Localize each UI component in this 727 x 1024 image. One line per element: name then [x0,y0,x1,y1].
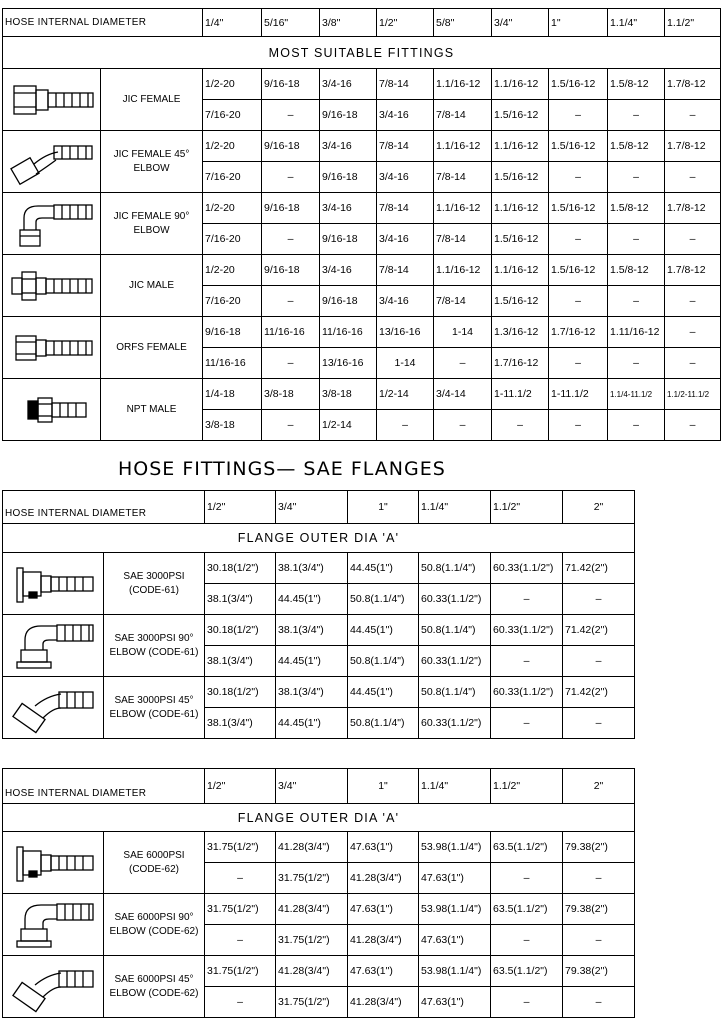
cell: – [491,584,563,615]
table-row [3,615,635,646]
cell: 44.45(1") [348,615,419,646]
cell: – [665,317,721,348]
size-cell: 3/4" [492,9,549,37]
cell: 38.1(3/4") [276,615,348,646]
sae-6000-45-elbow-icon [3,956,104,1018]
header-label: HOSE INTERNAL DIAMETER [3,769,205,804]
sae-3000-90-elbow-icon [3,615,104,677]
cell: 31.75(1/2") [276,925,348,956]
cell: 13/16-16 [377,317,434,348]
cell: 3/8-18 [203,410,262,441]
size-cell: 1/2" [377,9,434,37]
cell: 1/4-18 [203,379,262,410]
cell: 7/16-20 [203,286,262,317]
cell: 53.98(1.1/4") [419,956,491,987]
cell: – [491,646,563,677]
cell: – [262,410,320,441]
cell: 1.11/16-12 [608,317,665,348]
cell: – [262,162,320,193]
size-cell: 1/4" [203,9,262,37]
cell: 44.45(1") [348,677,419,708]
sae-6000-flange-icon [3,832,104,894]
cell: 9/16-18 [320,100,377,131]
cell: 9/16-18 [320,286,377,317]
cell: – [665,100,721,131]
fittings-table [2,8,721,441]
table-row [3,956,635,987]
cell: – [608,348,665,379]
sae-6000-table [2,768,635,1018]
cell: 30.18(1/2") [205,677,276,708]
cell: – [563,646,635,677]
cell: 50.8(1.1/4") [348,584,419,615]
cell: – [563,987,635,1018]
cell: – [492,410,549,441]
cell: 13/16-16 [320,348,377,379]
fitting-label: SAE 3000PSI (CODE-61) [104,553,205,615]
cell: 1/2-14 [320,410,377,441]
cell: 7/16-20 [203,224,262,255]
cell: 1.7/16-12 [492,348,549,379]
cell: – [549,348,608,379]
cell: 9/16-18 [320,224,377,255]
cell: 1.5/16-12 [492,286,549,317]
cell: 30.18(1/2") [205,553,276,584]
cell: 3/4-16 [320,255,377,286]
cell: 1.5/8-12 [608,255,665,286]
cell: 1.5/8-12 [608,131,665,162]
cell: 31.75(1/2") [205,832,276,863]
cell: – [608,224,665,255]
table-row [3,131,721,162]
jic-female-90-elbow-icon [3,193,101,255]
cell: 71.42(2") [563,553,635,584]
cell: 41.28(3/4") [276,956,348,987]
fitting-label: SAE 6000PSI 45° ELBOW (CODE-62) [104,956,205,1018]
fitting-label: SAE 6000PSI 90° ELBOW (CODE-62) [104,894,205,956]
size-cell: 3/8" [320,9,377,37]
section-title: FLANGE OUTER DIA 'A' [3,524,635,553]
cell: 1/2-20 [203,193,262,224]
cell: – [434,348,492,379]
cell: 9/16-18 [203,317,262,348]
cell: 41.28(3/4") [348,987,419,1018]
cell: 1/2-20 [203,69,262,100]
cell: – [563,863,635,894]
cell: 47.63(1") [348,894,419,925]
table-row [3,553,635,584]
cell: – [434,410,492,441]
sae-3000-flange-icon [3,553,104,615]
cell: 1.1/4-11.1/2 [608,379,665,410]
cell: 7/8-14 [377,193,434,224]
cell: 9/16-18 [262,69,320,100]
fitting-label: NPT MALE [101,379,203,441]
size-cell: 3/4" [276,491,348,524]
table-row [3,832,635,863]
sae-3000-45-elbow-icon [3,677,104,739]
header-label: HOSE INTERNAL DIAMETER [3,9,203,37]
cell: 1/2-20 [203,255,262,286]
header-label: HOSE INTERNAL DIAMETER [3,491,205,524]
cell: – [205,925,276,956]
cell: 1.1/16-12 [492,255,549,286]
cell: 1.7/8-12 [665,255,721,286]
cell: 1-11.1/2 [549,379,608,410]
cell: 1.1/2-11.1/2 [665,379,721,410]
size-cell: 5/8" [434,9,492,37]
cell: 60.33(1.1/2") [419,708,491,739]
size-cell: 1.1/4" [419,491,491,524]
cell: 38.1(3/4") [276,677,348,708]
cell: 3/4-16 [377,224,434,255]
size-cell: 3/4" [276,769,348,804]
fitting-label: JIC MALE [101,255,203,317]
cell: 3/8-18 [262,379,320,410]
cell: 44.45(1") [276,584,348,615]
cell: 11/16-16 [320,317,377,348]
cell: 71.42(2") [563,615,635,646]
cell: – [491,987,563,1018]
cell: 3/4-16 [377,100,434,131]
jic-male-fitting-icon [3,255,101,317]
cell: 50.8(1.1/4") [419,677,491,708]
cell: 7/8-14 [377,131,434,162]
table-row [3,69,721,100]
cell: – [491,925,563,956]
cell: 50.8(1.1/4") [348,708,419,739]
section-title: MOST SUITABLE FITTINGS [3,37,721,69]
section-heading: HOSE FITTINGS— SAE FLANGES [118,458,446,480]
cell: 3/8-18 [320,379,377,410]
fitting-label: JIC FEMALE 90° ELBOW [101,193,203,255]
cell: 1.5/16-12 [492,224,549,255]
cell: 50.8(1.1/4") [348,646,419,677]
cell: 41.28(3/4") [348,863,419,894]
cell: 44.45(1") [276,646,348,677]
cell: 3/4-16 [320,193,377,224]
fitting-label: JIC FEMALE 45° ELBOW [101,131,203,193]
cell: – [549,224,608,255]
cell: 1.7/16-12 [549,317,608,348]
cell: 1.5/16-12 [549,131,608,162]
cell: 50.8(1.1/4") [419,615,491,646]
size-cell: 1.1/2" [491,769,563,804]
cell: – [549,410,608,441]
cell: 41.28(3/4") [276,832,348,863]
section-title-row [3,37,721,69]
cell: – [205,987,276,1018]
cell: 7/16-20 [203,162,262,193]
cell: – [665,286,721,317]
cell: 31.75(1/2") [205,956,276,987]
cell: 9/16-18 [262,131,320,162]
cell: 11/16-16 [262,317,320,348]
cell: – [608,286,665,317]
cell: 1.1/16-12 [492,193,549,224]
orfs-female-fitting-icon [3,317,101,379]
cell: – [491,708,563,739]
cell: – [608,162,665,193]
fitting-label: ORFS FEMALE [101,317,203,379]
cell: 44.45(1") [348,553,419,584]
cell: – [608,410,665,441]
table-row [3,255,721,286]
cell: 47.63(1") [348,956,419,987]
cell: – [262,286,320,317]
cell: 1.5/16-12 [492,162,549,193]
cell: 1.1/16-12 [434,193,492,224]
cell: 1.1/16-12 [434,255,492,286]
cell: 63.5(1.1/2") [491,894,563,925]
cell: 7/8-14 [434,100,492,131]
cell: 7/8-14 [377,69,434,100]
cell: 9/16-18 [320,162,377,193]
cell: 7/8-14 [377,255,434,286]
cell: 60.33(1.1/2") [491,553,563,584]
cell: 3/4-16 [320,131,377,162]
table-row [3,317,721,348]
size-cell: 1/2" [205,769,276,804]
cell: – [563,925,635,956]
cell: 41.28(3/4") [276,894,348,925]
cell: 3/4-14 [434,379,492,410]
cell: 9/16-18 [262,255,320,286]
table-row [3,894,635,925]
cell: 1/2-20 [203,131,262,162]
jic-female-fitting-icon [3,69,101,131]
cell: – [549,162,608,193]
size-cell: 2" [563,491,635,524]
cell: 63.5(1.1/2") [491,832,563,863]
cell: 7/16-20 [203,100,262,131]
cell: 44.45(1") [276,708,348,739]
fitting-label: JIC FEMALE [101,69,203,131]
cell: 3/4-16 [320,69,377,100]
cell: 41.28(3/4") [348,925,419,956]
cell: 60.33(1.1/2") [491,677,563,708]
fitting-label: SAE 3000PSI 45° ELBOW (CODE-61) [104,677,205,739]
fitting-label: SAE 6000PSI (CODE-62) [104,832,205,894]
cell: 1.1/16-12 [492,131,549,162]
cell: – [377,410,434,441]
cell: – [262,224,320,255]
cell: 31.75(1/2") [276,863,348,894]
cell: – [563,584,635,615]
cell: 7/8-14 [434,162,492,193]
cell: 11/16-16 [203,348,262,379]
cell: – [608,100,665,131]
cell: 1.1/16-12 [434,131,492,162]
cell: 47.63(1") [419,987,491,1018]
size-cell: 1.1/2" [491,491,563,524]
cell: 53.98(1.1/4") [419,894,491,925]
cell: – [262,348,320,379]
sae-6000-90-elbow-icon [3,894,104,956]
cell: 1.5/16-12 [549,255,608,286]
cell: 9/16-18 [262,193,320,224]
size-cell: 2" [563,769,635,804]
cell: – [665,410,721,441]
cell: – [549,286,608,317]
cell: – [205,863,276,894]
cell: 1-14 [377,348,434,379]
cell: 1.5/16-12 [549,193,608,224]
cell: 60.33(1.1/2") [419,584,491,615]
size-cell: 1.1/4" [419,769,491,804]
cell: 38.1(3/4") [205,646,276,677]
cell: 1.5/8-12 [608,193,665,224]
fitting-label: SAE 3000PSI 90° ELBOW (CODE-61) [104,615,205,677]
cell: 1.3/16-12 [492,317,549,348]
cell: 1.1/16-12 [492,69,549,100]
cell: 31.75(1/2") [205,894,276,925]
cell: 1.5/16-12 [549,69,608,100]
cell: 7/8-14 [434,224,492,255]
cell: 79.38(2") [563,956,635,987]
cell: 3/4-16 [377,162,434,193]
header-row [3,769,635,804]
cell: 47.63(1") [419,925,491,956]
cell: 79.38(2") [563,894,635,925]
size-cell: 1" [348,491,419,524]
npt-male-fitting-icon [3,379,101,441]
cell: 38.1(3/4") [205,708,276,739]
cell: 1.5/16-12 [492,100,549,131]
cell: 47.63(1") [348,832,419,863]
cell: 47.63(1") [419,863,491,894]
cell: – [549,100,608,131]
cell: 60.33(1.1/2") [491,615,563,646]
sae-3000-table [2,490,635,739]
table-row [3,677,635,708]
size-cell: 1.1/2" [665,9,721,37]
cell: 31.75(1/2") [276,987,348,1018]
cell: 1.1/16-12 [434,69,492,100]
cell: 1.7/8-12 [665,131,721,162]
section-title-row [3,524,635,553]
cell: 71.42(2") [563,677,635,708]
cell: 1/2-14 [377,379,434,410]
jic-female-45-elbow-icon [3,131,101,193]
cell: 60.33(1.1/2") [419,646,491,677]
cell: 38.1(3/4") [205,584,276,615]
size-cell: 1" [549,9,608,37]
cell: 1.5/8-12 [608,69,665,100]
size-cell: 5/16" [262,9,320,37]
table-row [3,193,721,224]
size-cell: 1/2" [205,491,276,524]
cell: – [491,863,563,894]
cell: 1.7/8-12 [665,193,721,224]
cell: – [665,224,721,255]
cell: – [665,348,721,379]
header-row [3,9,721,37]
header-row [3,491,635,524]
cell: 3/4-16 [377,286,434,317]
cell: 53.98(1.1/4") [419,832,491,863]
size-cell: 1" [348,769,419,804]
cell: – [665,162,721,193]
section-title-row [3,804,635,832]
cell: 50.8(1.1/4") [419,553,491,584]
cell: 38.1(3/4") [276,553,348,584]
table-row [3,379,721,410]
cell: 1.7/8-12 [665,69,721,100]
cell: 63.5(1.1/2") [491,956,563,987]
cell: – [563,708,635,739]
cell: 79.38(2") [563,832,635,863]
cell: 7/8-14 [434,286,492,317]
size-cell: 1.1/4" [608,9,665,37]
cell: 1-11.1/2 [492,379,549,410]
section-title: FLANGE OUTER DIA 'A' [3,804,635,832]
cell: 1-14 [434,317,492,348]
cell: 30.18(1/2") [205,615,276,646]
cell: – [262,100,320,131]
